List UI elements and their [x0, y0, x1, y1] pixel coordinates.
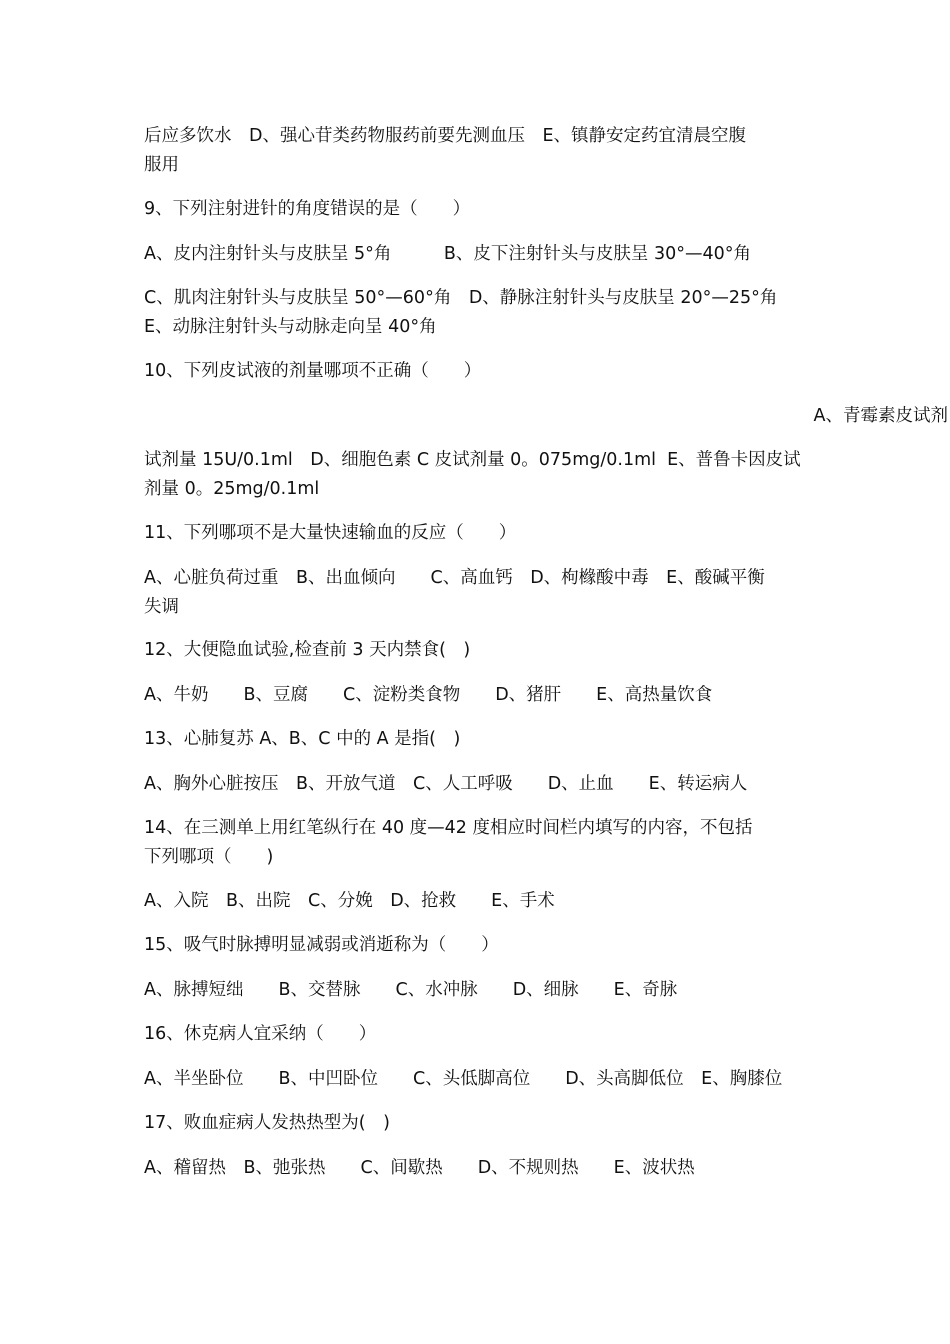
text-line: 后应多饮水 D、强心苷类药物服药前要先测血压 E、镇静安定药宜清晨空腹: [144, 126, 747, 146]
question-14: 下列哪项（ ): [144, 847, 274, 867]
question-13-options: A、胸外心脏按压 B、开放气道 C、人工呼吸 D、止血 E、转运病人: [144, 774, 748, 794]
question-14: 14、在三测单上用红笔纵行在 40 度—42 度相应时间栏内填写的内容，不包括: [144, 818, 753, 838]
text-line: 服用: [144, 155, 179, 175]
question-17: 17、败血症病人发热热型为( ): [144, 1113, 390, 1133]
question-10-options: A、青霉素皮试剂: [813, 406, 948, 426]
question-10-options: 试剂量 15U/0.1ml D、细胞色素 C 皮试剂量 0。075mg/0.1ml E、普鲁卡因皮试: [144, 450, 801, 470]
question-11-options: 失调: [144, 597, 179, 617]
question-9-options: E、动脉注射针头与动脉走向呈 40°角: [144, 317, 437, 337]
question-9-options: C、肌肉注射针头与皮肤呈 50°—60°角 D、静脉注射针头与皮肤呈 20°—25°角: [144, 288, 778, 308]
question-15: 15、吸气时脉搏明显减弱或消逝称为（ ）: [144, 935, 499, 955]
question-12: 12、大便隐血试验,检查前 3 天内禁食( ): [144, 640, 471, 660]
question-15-options: A、脉搏短绌 B、交替脉 C、水冲脉 D、细脉 E、奇脉: [144, 980, 678, 1000]
question-14-options: A、入院 B、出院 C、分娩 D、抢救 E、手术: [144, 891, 555, 911]
question-9-options: A、皮内注射针头与皮肤呈 5°角 B、皮下注射针头与皮肤呈 30°—40°角: [144, 244, 752, 264]
question-9: 9、下列注射进针的角度错误的是（ ）: [144, 199, 471, 219]
question-17-options: A、稽留热 B、弛张热 C、间歇热 D、不规则热 E、波状热: [144, 1158, 695, 1178]
question-16: 16、休克病人宜采纳（ ）: [144, 1024, 377, 1044]
question-11-options: A、心脏负荷过重 B、出血倾向 C、高血钙 D、枸橼酸中毒 E、酸碱平衡: [144, 568, 765, 588]
question-10: 10、下列皮试液的剂量哪项不正确（ ）: [144, 361, 482, 381]
question-12-options: A、牛奶 B、豆腐 C、淀粉类食物 D、猪肝 E、高热量饮食: [144, 685, 713, 705]
question-13: 13、心肺复苏 A、B、C 中的 A 是指( ): [144, 729, 461, 749]
question-16-options: A、半坐卧位 B、中凹卧位 C、头低脚高位 D、头高脚低位 E、胸膝位: [144, 1069, 783, 1089]
question-11: 11、下列哪项不是大量快速输血的反应（ ）: [144, 523, 517, 543]
question-10-options: 剂量 0。25mg/0.1ml: [144, 479, 320, 499]
